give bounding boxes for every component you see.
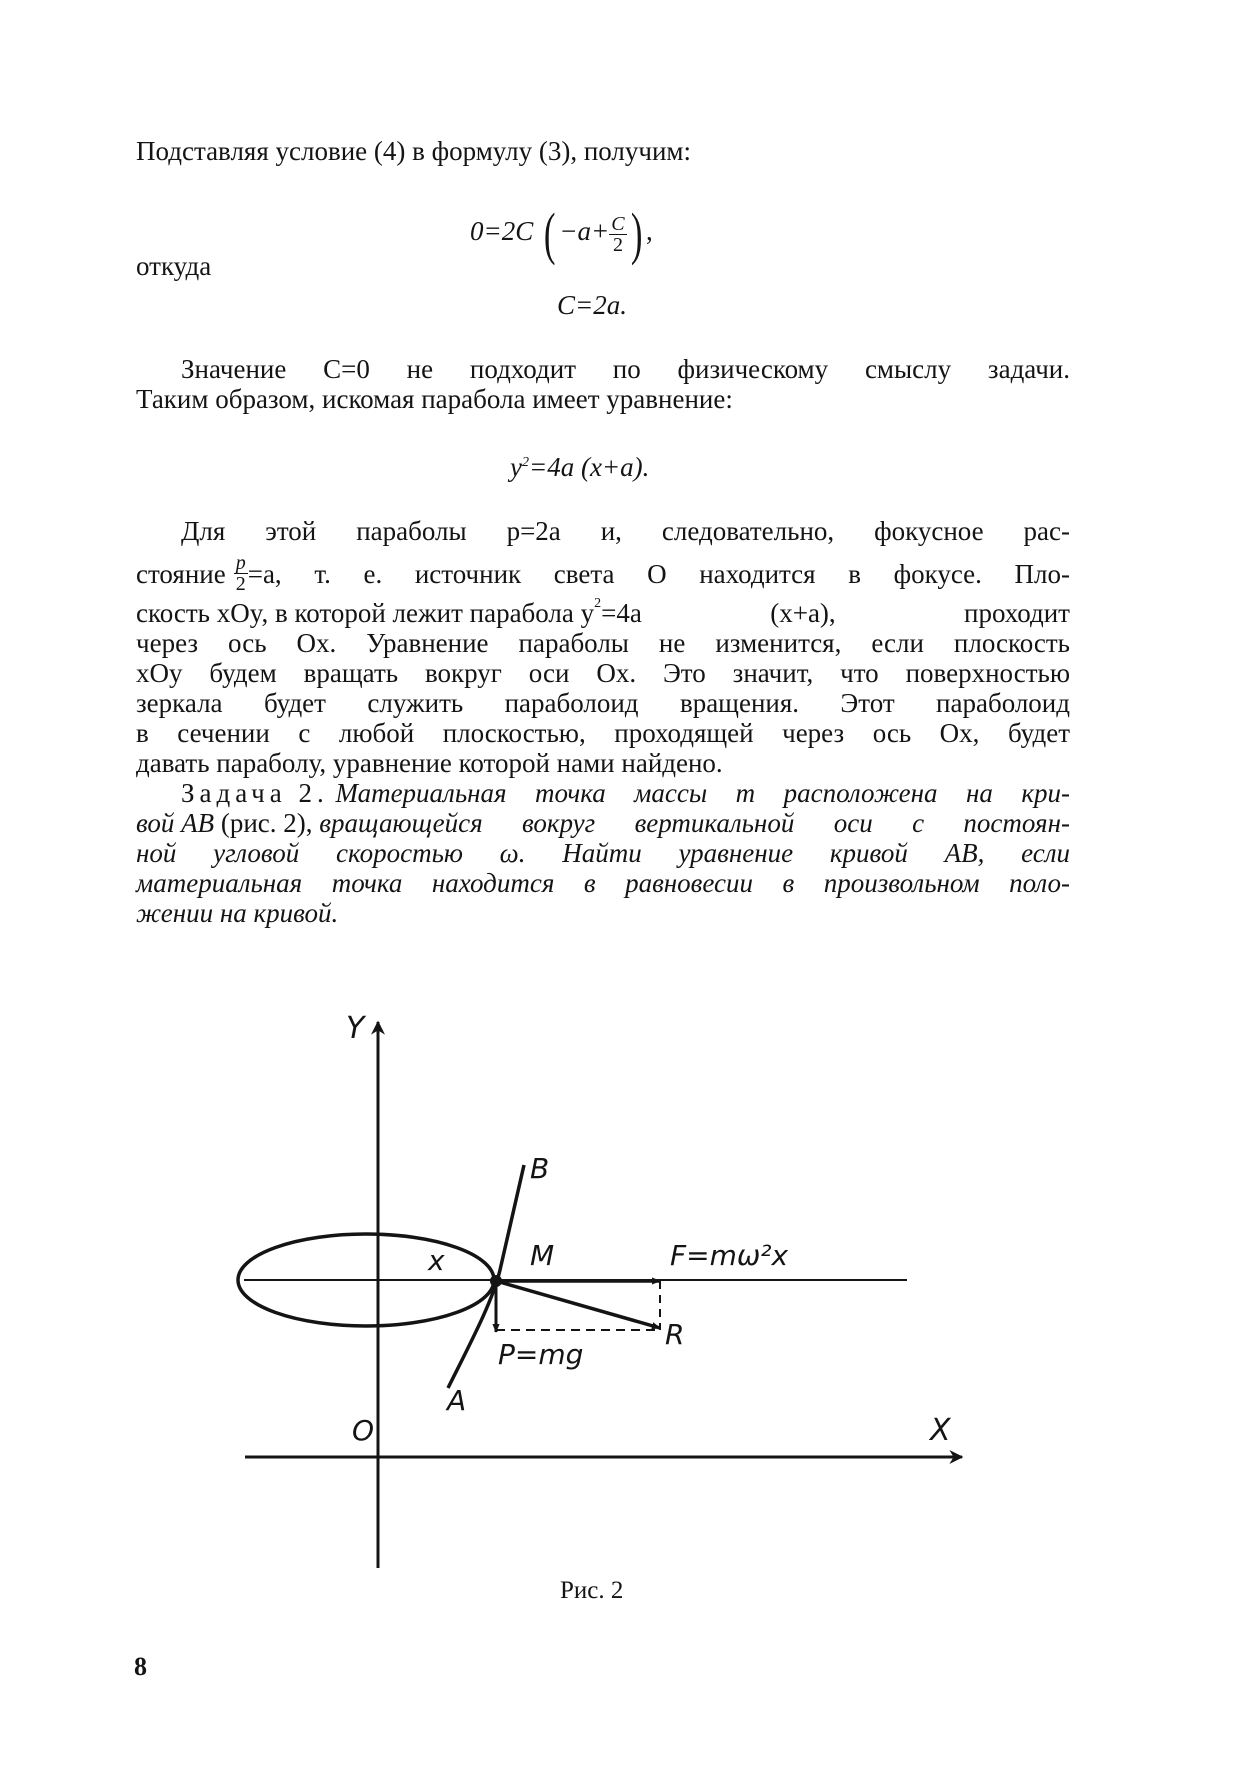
denominator: 2 [235, 573, 246, 595]
eq-rest: =4a (x+a). [528, 452, 650, 482]
figure-caption [560, 1576, 623, 1606]
paren-open: ( [543, 201, 556, 266]
text: ной угловой скоростью ω. Найти уравнение кривой AB, если [136, 838, 1070, 868]
label-x-axis: X [930, 1413, 951, 1448]
task-heading: Задача 2. [181, 778, 329, 808]
label-a: A [447, 1384, 467, 1417]
text: через ось Ox. Уравнение параболы не изменится, если плоскость [136, 628, 1070, 658]
text: C=2a. [557, 290, 627, 320]
eq-y: y [510, 452, 522, 482]
label-y-axis: Y [346, 1011, 365, 1046]
text: скость xOy, в которой лежит парабола y [136, 598, 595, 628]
text: жении на кривой. [136, 898, 339, 928]
label-origin: O [352, 1414, 375, 1447]
text: Материальная точка массы m расположена на кри- [335, 778, 1070, 808]
page-number [134, 1652, 147, 1682]
text: в сечении с любой плоскостью, проходящей через ось Ox, будет [136, 718, 1070, 748]
eq-lhs: 0=2C [470, 216, 534, 247]
text: xOy будем вращать вокруг оси Ox. Это значит, что поверхностью [136, 658, 1070, 688]
text: Значение C=0 не подходит по физическому смыслу задачи. [181, 354, 1070, 384]
text: Таким образом, искомая парабола имеет уравнение: [136, 384, 733, 414]
text: 8 [134, 1652, 147, 1681]
text: вращающейся вокруг вертикальной оси с постоян- [319, 808, 1070, 838]
eq-inner: −a+ [559, 216, 610, 247]
numerator: C [611, 212, 625, 235]
resultant-arrow [496, 1281, 660, 1328]
exponent: 2 [521, 455, 529, 470]
text: вой AB [136, 808, 215, 838]
text: =4a (x+a), проходит [601, 598, 1070, 628]
label-m: M [530, 1239, 555, 1272]
text: Подставляя условие (4) в формулу (3), получим: [136, 136, 692, 166]
text: =a, т. е. источник света O находится в фокусе. Пло- [247, 558, 1070, 589]
text: Рис. 2 [560, 1577, 624, 1604]
label-r: R [665, 1318, 685, 1351]
text: давать параболу, уравнение которой нами найдено. [136, 748, 723, 778]
text: Для этой параболы p=2a и, следовательно, фокусное рас- [181, 516, 1070, 546]
exponent: 2 [594, 596, 602, 611]
label-force-p: P=mg [498, 1338, 584, 1371]
text: стояние [136, 558, 226, 589]
paren-close: ) [630, 201, 643, 266]
eq-punct: , [645, 216, 653, 247]
label-force-f: F=mω²x [670, 1239, 789, 1272]
text: материальная точка находится в равновесии в произвольном поло- [136, 868, 1070, 898]
text: зеркала будет служить параболоид вращения. Этот параболоид [136, 688, 1070, 718]
text: откуда [136, 251, 212, 281]
label-x-radius: x [428, 1244, 445, 1277]
label-b: B [530, 1152, 550, 1185]
text: (рис. 2), [220, 808, 313, 838]
numerator: p [235, 552, 246, 574]
denominator: 2 [612, 233, 623, 256]
